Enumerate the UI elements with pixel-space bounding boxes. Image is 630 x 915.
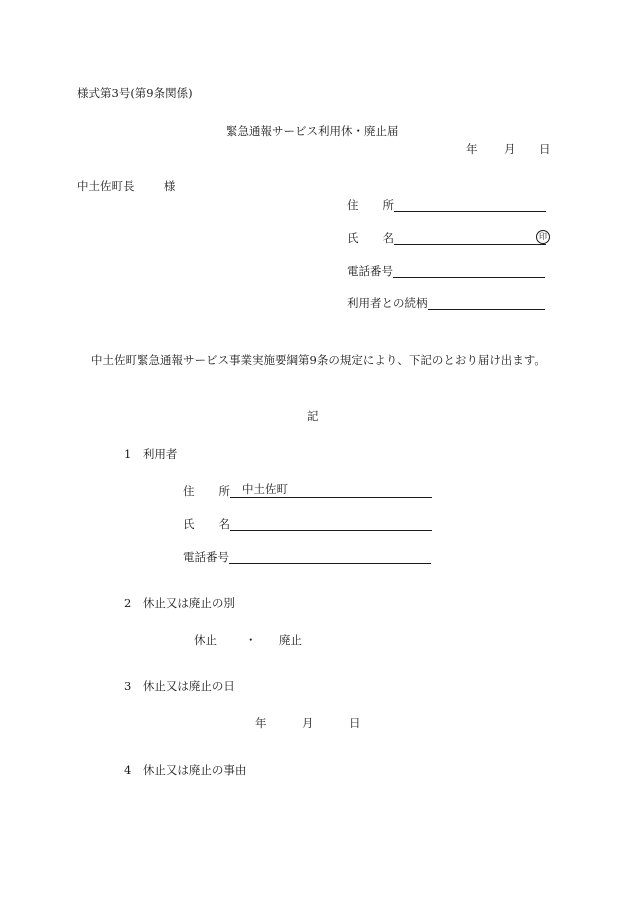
applicant-address-row: [347, 198, 546, 212]
user-name-label-1: 氏: [183, 517, 195, 531]
ki-heading: 記: [307, 409, 319, 423]
option-suspend[interactable]: 休止: [194, 633, 217, 647]
user-address-row: [183, 484, 432, 498]
applicant-phone-field[interactable]: [393, 265, 545, 278]
applicant-name-label-1: 氏: [347, 231, 359, 245]
user-name-label-2: 名: [218, 517, 230, 531]
applicant-name-field[interactable]: [394, 232, 546, 245]
user-phone-row: [183, 550, 431, 564]
option-abolish[interactable]: 廃止: [279, 633, 302, 647]
applicant-phone-row: [347, 264, 545, 278]
stop-date-day-label: 日: [349, 716, 361, 730]
applicant-address-field[interactable]: [394, 199, 546, 212]
seal-mark: 印: [536, 230, 550, 244]
applicant-phone-label: 電話番号: [347, 264, 393, 278]
user-address-label-2: 所: [218, 484, 230, 498]
user-address-label-1: 住: [183, 484, 195, 498]
addressee-name: 中土佐町長: [77, 179, 135, 193]
section1-heading: 1 利用者: [124, 447, 178, 461]
section3-heading: 3 休止又は廃止の日: [124, 679, 235, 693]
user-address-value: 中土佐町: [242, 482, 288, 496]
applicant-name-row: [347, 231, 546, 245]
section2-heading: 2 休止又は廃止の別: [124, 596, 235, 610]
date-day-label: 日: [539, 142, 551, 156]
statement: 中土佐町緊急通報サービス事業実施要綱第9条の規定により、下記のとおり届け出ます。: [91, 353, 546, 367]
user-phone-label: 電話番号: [183, 550, 229, 564]
date-year-label: 年: [466, 142, 478, 156]
form-number: 様式第3号(第9条関係): [77, 86, 193, 100]
applicant-name-label-2: 名: [382, 231, 394, 245]
user-address-field[interactable]: [230, 482, 432, 498]
section4-heading: 4 休止又は廃止の事由: [124, 763, 247, 777]
applicant-address-label-2: 所: [382, 198, 394, 212]
user-name-row: [183, 517, 432, 531]
stop-date-month-label: 月: [302, 716, 314, 730]
date-month-label: 月: [504, 142, 516, 156]
applicant-relation-field[interactable]: [428, 297, 545, 310]
user-phone-field[interactable]: [229, 551, 431, 564]
stop-date-year-label: 年: [255, 716, 267, 730]
applicant-relation-label: 利用者との続柄: [347, 296, 428, 310]
form-title: 緊急通報サービス利用休・廃止届: [226, 124, 399, 138]
applicant-relation-row: [347, 296, 545, 310]
addressee-honorific: 様: [163, 179, 176, 193]
user-name-field[interactable]: [230, 518, 432, 531]
option-separator: ・: [245, 633, 257, 647]
applicant-address-label-1: 住: [347, 198, 359, 212]
addressee: [77, 179, 175, 193]
